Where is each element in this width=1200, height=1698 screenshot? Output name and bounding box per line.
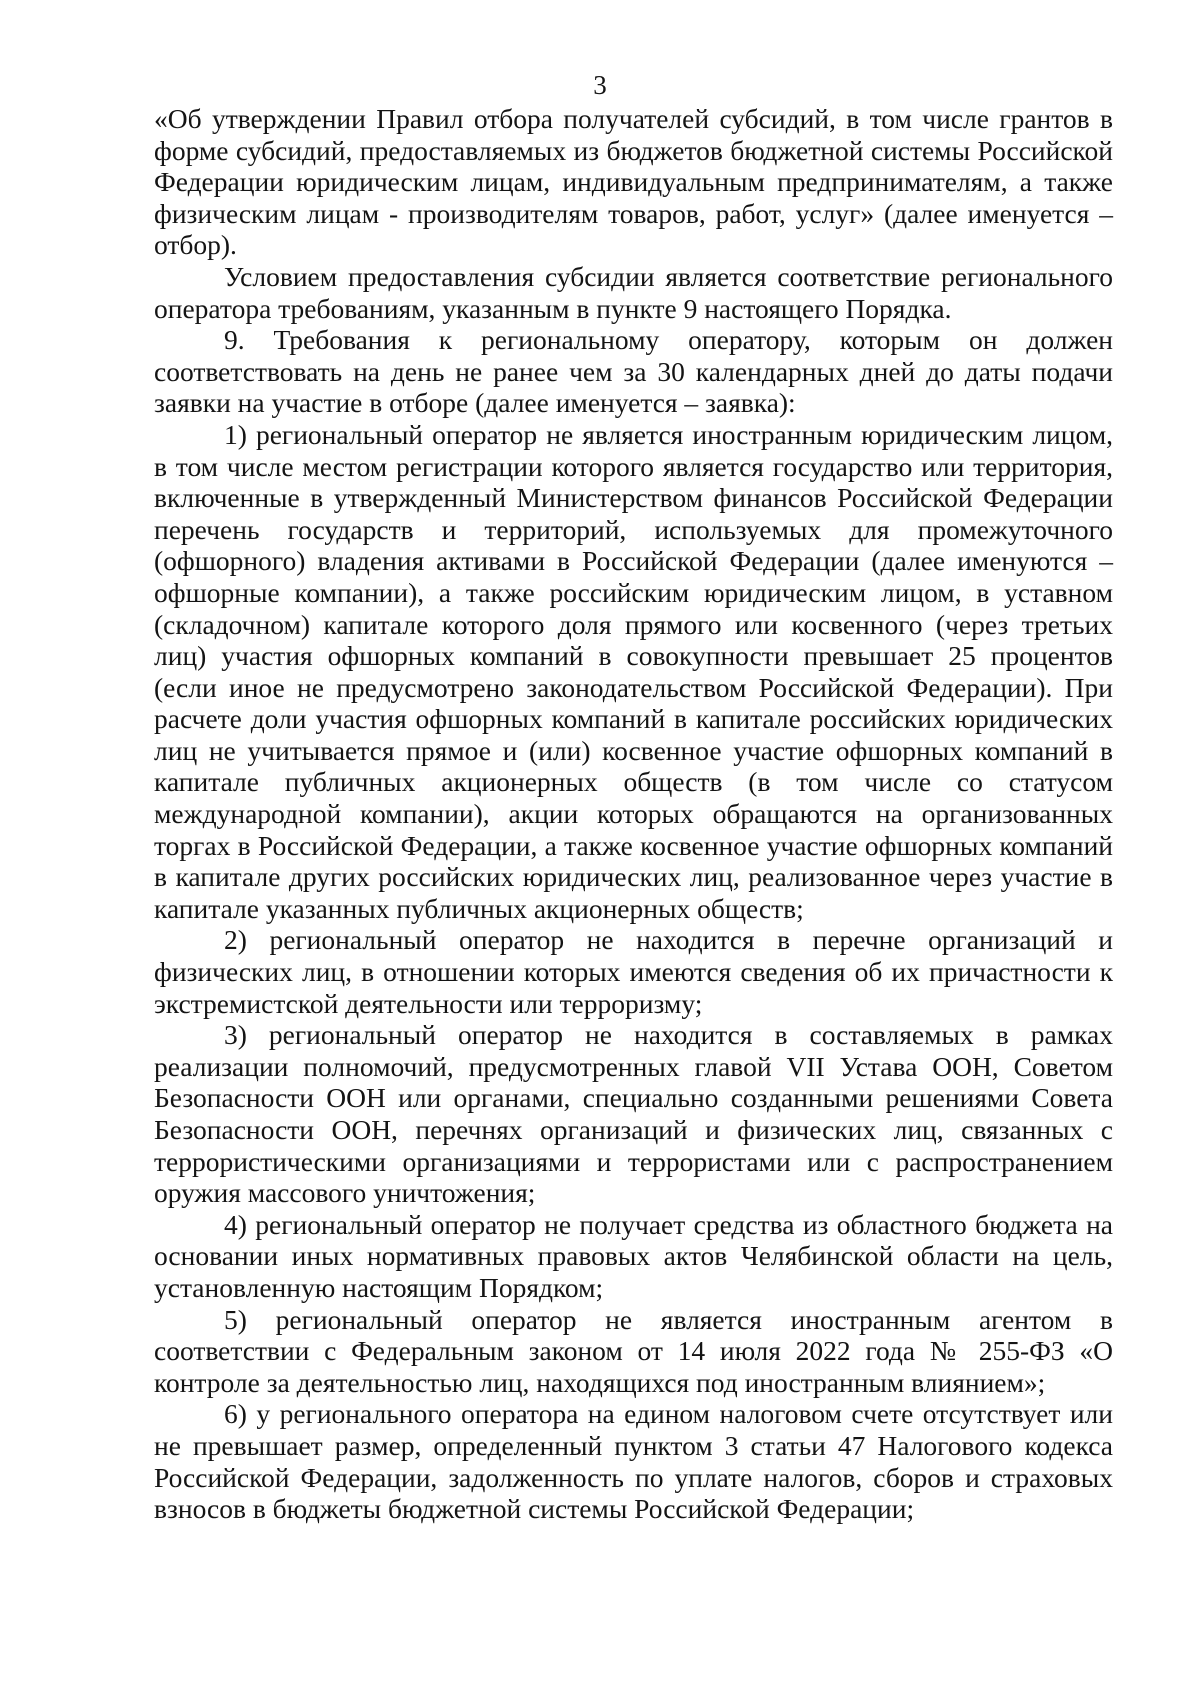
paragraph-item-9-requirements: 9. Требования к региональному оператору, которым он должен соответствовать на день не ранее чем за 30 календарных дней до даты подачи заявки на участие в отборе (далее именуется – заявка): [154, 324, 1113, 419]
paragraph-subitem-6: 6) у регионального оператора на едином налоговом счете отсутствует или не превышает размер, определенный пунктом 3 статьи 47 Налогового кодекса Российской Федерации, задолженность по уплате налогов, сборов и страховых взносов в бюджеты бюджетной системы Российской Федерации; [154, 1398, 1113, 1525]
paragraph-subitem-3: 3) региональный оператор не находится в составляемых в рамках реализации полномочий, предусмотренных главой VII Устава ООН, Советом Безопасности ООН или органами, специально созданными решениями Совета Безопасности ООН, перечнях организаций и физических лиц, связанных с террористическими организациями и террористами или с распространением оружия массового уничтожения; [154, 1019, 1113, 1209]
paragraph-intro-continuation: «Об утверждении Правил отбора получателей субсидий, в том числе грантов в форме субсидий, предоставляемых из бюджетов бюджетной системы Российской Федерации юридическим лицам, индивидуальным предпринимателям, а также физическим лицам - производителям товаров, работ, услуг» (далее именуется – отбор). [154, 103, 1113, 261]
page-number: 3 [593, 70, 607, 100]
paragraph-subitem-1: 1) региональный оператор не является иностранным юридическим лицом, в том числе местом регистрации которого является государство или территория, включенные в утвержденный Министерством финансов Российской Федерации перечень государств и территорий, используемых для промежуточного (офшорного) владения активами в Российской Федерации (далее именуются – офшорные компании), а также российским юридическим лицом, в уставном (складочном) капитале которого доля прямого или косвенного (через третьих лиц) участия офшорных компаний в совокупности превышает 25 процентов (если иное не предусмотрено законодательством Российской Федерации). При расчете доли участия офшорных компаний в капитале российских юридических лиц не учитывается прямое и (или) косвенное участие офшорных компаний в капитале публичных акционерных обществ (в том числе со статусом международной компании), акции которых обращаются на организованных торгах в Российской Федерации, а также косвенное участие офшорных компаний в капитале других российских юридических лиц, реализованное через участие в капитале указанных публичных акционерных обществ; [154, 418, 1113, 924]
paragraph-subitem-5: 5) региональный оператор не является иностранным агентом в соответствии с Федеральным законом от 14 июля 2022 года № 255-ФЗ «О контроле за деятельностью лиц, находящихся под иностранным влиянием»; [154, 1303, 1113, 1398]
document-body [154, 103, 1113, 1525]
paragraph-subsidy-condition: Условием предоставления субсидии является соответствие регионального оператора требованиям, указанным в пункте 9 настоящего Порядка. [154, 260, 1113, 324]
paragraph-subitem-4: 4) региональный оператор не получает средства из областного бюджета на основании иных нормативных правовых актов Челябинской области на цель, установленную настоящим Порядком; [154, 1208, 1113, 1303]
paragraph-subitem-2: 2) региональный оператор не находится в перечне организаций и физических лиц, в отношении которых имеются сведения об их причастности к экстремистской деятельности или терроризму; [154, 924, 1113, 1019]
